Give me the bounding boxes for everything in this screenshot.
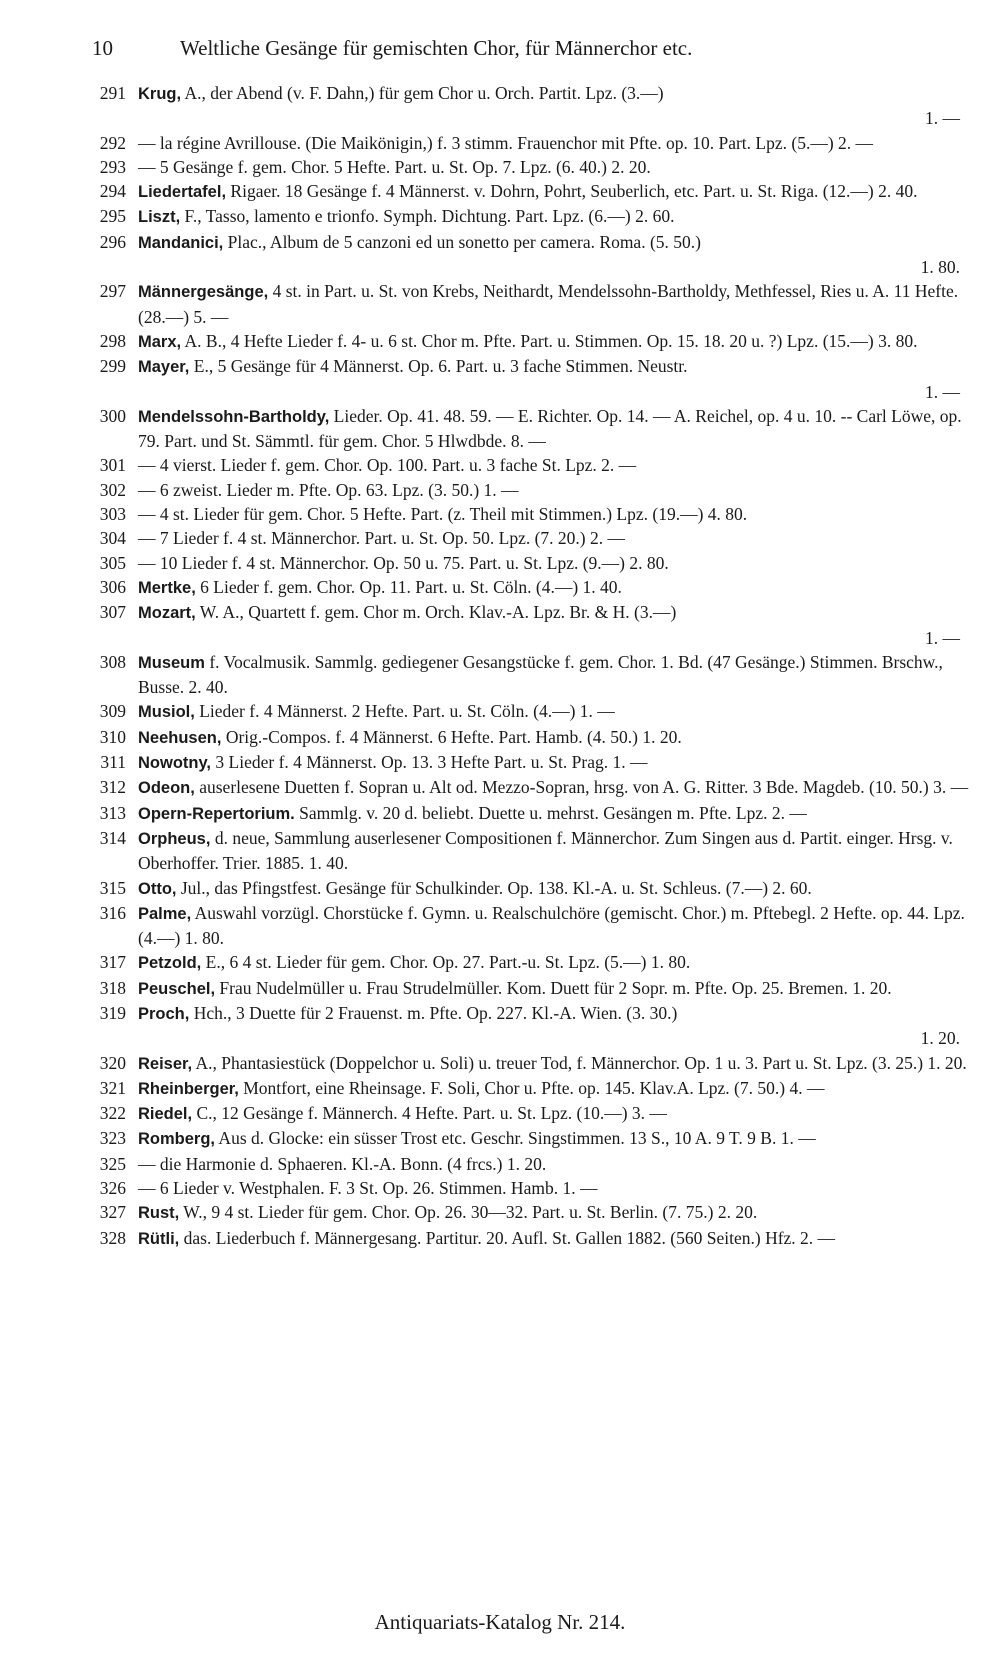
entry-author: Reiser, [138,1054,193,1073]
entry-number: 308 [99,651,126,672]
catalog-entry [80,1001,970,1051]
entry-description: C., 12 Gesänge f. Männerch. 4 Hefte. Part. u. St. Lpz. (10.—) 3. — [192,1103,667,1124]
entry-description: Jul., das Pfingstfest. Gesänge für Schulkinder. Op. 138. Kl.-A. u. St. Schleus. (7.—) 2. 60. [176,877,812,898]
entry-description: 4 st. in Part. u. St. von Krebs, Neithardt, Mendelssohn-Bartholdy, Methfessel, Ries u. A. 11 Hefte. (28.—) 5. — [138,281,959,327]
catalog-entry [80,279,970,329]
entry-number: 309 [99,701,126,722]
entry-author: Palme, [138,904,192,923]
entry-description: Frau Nudelmüller u. Frau Strudelmüller. Kom. Duett für 2 Sopr. m. Pfte. Op. 25. Bremen. 1. 20. [215,977,892,998]
entry-body [138,204,970,229]
entry-description: A., der Abend (v. F. Dahn,) für gem Chor u. Orch. Partit. Lpz. (3.—) [181,83,664,103]
entry-price: 1. — [925,627,960,648]
entry-body [138,404,970,454]
catalog-entry [80,453,970,477]
entry-author: Rütli, [138,1229,180,1248]
entry-body [138,354,970,379]
entry-description: Hch., 3 Duette für 2 Frauenst. m. Pfte. Op. 227. Kl.-A. Wien. (3. 30.) [189,1002,678,1023]
catalog-entry [80,1076,970,1101]
entry-body [138,600,970,625]
entry-body [138,502,970,526]
entry-description: — die Harmonie d. Sphaeren. Kl.-A. Bonn. (4 frcs.) 1. 20. [138,1153,547,1174]
entry-description: — 6 Lieder v. Westphalen. F. 3 St. Op. 26. Stimmen. Hamb. 1. — [138,1178,598,1199]
entry-description: — la régine Avrillouse. (Die Maikönigin,) f. 3 stimm. Frauenchor mit Pfte. op. 10. Part. Lpz. (5.—) 2. — [138,132,874,153]
entry-price: 1. 80. [920,257,960,278]
catalog-entry-list [80,81,970,1251]
catalog-entry [80,876,970,901]
entry-body [138,551,970,575]
entry-author: Mandanici, [138,233,224,252]
catalog-entry [80,478,970,502]
entry-number: 297 [99,281,126,302]
entry-author: Marx, [138,332,182,351]
entry-body [138,725,970,750]
entry-description: das. Liederbuch f. Männergesang. Partitur. 20. Aufl. St. Gallen 1882. (560 Seiten.) Hfz. 2. — [179,1227,836,1248]
entry-body [138,1126,970,1151]
entry-author: Krug, [138,85,182,103]
entry-body [138,279,970,329]
entry-body [138,950,970,975]
entry-body [138,901,970,951]
entry-body [138,478,970,502]
entry-number: 306 [99,576,126,597]
entry-number: 323 [99,1128,126,1149]
entry-number: 307 [99,602,126,623]
entry-description: auserlesene Duetten f. Sopran u. Alt od. Mezzo-Sopran, hrsg. von A. G. Ritter. 3 Bde. Magdeb. (10. 50.) 3. — [194,777,969,798]
entry-body [138,1200,970,1225]
page-number: 10 [92,36,113,60]
catalog-entry [80,600,970,650]
entry-description: A., Phantasiestück (Doppelchor u. Soli) u. treuer Tod, f. Männerchor. Op. 1 u. 3. Part u. St. Lpz. (3. 25.) 1. 20. [192,1052,967,1073]
entry-author: Proch, [138,1004,190,1023]
entry-description: Plac., Album de 5 canzoni ed un sonetto per camera. Roma. (5. 50.) [223,231,701,252]
catalog-entry [80,976,970,1001]
entry-number: 304 [99,528,126,549]
entry-price: 1. — [925,108,960,129]
catalog-entry [80,329,970,354]
entry-author: Rheinberger, [138,1079,239,1098]
entry-number: 311 [100,752,126,773]
page-header [92,30,960,66]
catalog-entry [80,230,970,280]
entry-number: 313 [99,802,126,823]
entry-body [138,801,970,826]
catalog-entry [80,950,970,975]
catalog-entry [80,404,970,454]
catalog-entry [80,699,970,724]
catalog-entry [80,1200,970,1225]
catalog-entry [80,179,970,204]
entry-author: Liedertafel, [138,183,227,202]
entry-description: Orig.-Compos. f. 4 Männerst. 6 Hefte. Part. Hamb. (4. 50.) 1. 20. [221,726,682,747]
entry-description: — 10 Lieder f. 4 st. Männerchor. Op. 50 u. 75. Part. u. St. Lpz. (9.—) 2. 80. [138,552,669,573]
entry-number: 326 [99,1178,126,1199]
entry-body [138,1176,970,1200]
page-footer: Antiquariats-Katalog Nr. 214. [374,1610,626,1634]
catalog-entry [80,826,970,876]
entry-body [138,1101,970,1126]
entry-body [138,826,970,876]
entry-number: 319 [99,1002,126,1023]
entry-author: Männergesänge, [138,283,269,302]
entry-author: Neehusen, [138,728,222,747]
entry-number: 299 [99,356,126,377]
catalog-entry [80,725,970,750]
entry-description: 3 Lieder f. 4 Männerst. Op. 13. 3 Hefte Part. u. St. Prag. 1. — [211,752,648,773]
entry-description: Aus d. Glocke: ein süsser Trost etc. Geschr. Singstimmen. 13 S., 10 A. 9 T. 9 B. 1. — [215,1128,816,1149]
entry-number: 328 [99,1227,126,1248]
entry-number: 302 [99,479,126,500]
catalog-entry [80,575,970,600]
entry-body [138,699,970,724]
entry-author: Petzold, [138,954,202,973]
entry-description: E., 6 4 st. Lieder für gem. Chor. Op. 27. Part.-u. St. Lpz. (5.—) 1. 80. [201,952,691,973]
entry-author: Museum [138,653,205,672]
entry-author: Orpheus, [138,829,211,848]
entry-number: 296 [99,231,126,252]
entry-description: A. B., 4 Hefte Lieder f. 4- u. 6 st. Chor m. Pfte. Part. u. Stimmen. Op. 15. 18. 20 u. ?) Lpz. (15.—) 3. 80. [181,330,918,351]
entry-description: Lieder f. 4 Männerst. 2 Hefte. Part. u. St. Cöln. (4.—) 1. — [194,701,615,722]
entry-author: Rust, [138,1204,180,1223]
entry-author: Romberg, [138,1130,216,1149]
entry-description: — 5 Gesänge f. gem. Chor. 5 Hefte. Part. u. St. Op. 7. Lpz. (6. 40.) 2. 20. [138,156,651,177]
entry-description: Sammlg. v. 20 d. beliebt. Duette u. mehrst. Gesängen m. Pfte. Lpz. 2. — [294,802,807,823]
entry-author: Mozart, [138,604,196,623]
entry-description: E., 5 Gesänge für 4 Männerst. Op. 6. Part. u. 3 fache Stimmen. Neustr. [189,356,688,377]
entry-number: 303 [99,504,126,525]
catalog-entry [80,1176,970,1200]
entry-number: 301 [99,455,126,476]
catalog-entry [80,750,970,775]
catalog-entry [80,526,970,550]
entry-number: 315 [99,877,126,898]
entry-body [138,1226,970,1251]
entry-description: — 7 Lieder f. 4 st. Männerchor. Part. u. St. Op. 50. Lpz. (7. 20.) 2. — [138,528,626,549]
entry-body [138,650,970,700]
entry-price: 1. 20. [920,1028,960,1049]
entry-number: 318 [99,977,126,998]
entry-description: F., Tasso, lamento e trionfo. Symph. Dichtung. Part. Lpz. (6.—) 2. 60. [180,206,675,227]
entry-description: d. neue, Sammlung auserlesener Compositionen f. Männerchor. Zum Singen aus d. Partit. einger. Hrsg. v. Oberhoffer. Trier. 1885. 1. 40. [138,827,953,874]
entry-number: 291 [99,83,126,103]
catalog-entry [80,204,970,229]
entry-author: Riedel, [138,1105,193,1124]
entry-number: 300 [99,405,126,426]
entry-number: 292 [99,132,126,153]
catalog-entry [80,81,970,131]
entry-number: 317 [99,952,126,973]
catalog-entry [80,801,970,826]
entry-author: Liszt, [138,208,181,227]
entry-price: 1. — [925,381,960,402]
entry-author: Mendelssohn-Bartholdy, [138,407,330,426]
entry-number: 320 [99,1052,126,1073]
entry-body [138,1051,970,1076]
entry-number: 295 [99,206,126,227]
entry-body [138,526,970,550]
entry-author: Mayer, [138,358,190,377]
entry-description: — 4 vierst. Lieder f. gem. Chor. Op. 100. Part. u. 3 fache St. Lpz. 2. — [138,455,637,476]
catalog-entry [80,1152,970,1176]
entry-number: 298 [99,330,126,351]
entry-number: 293 [99,156,126,177]
catalog-entry [80,155,970,179]
entry-description: W. A., Quartett f. gem. Chor m. Orch. Klav.-A. Lpz. Br. & H. (3.—) [195,602,677,623]
catalog-entry [80,1101,970,1126]
entry-author: Mertke, [138,578,196,597]
entry-body [138,329,970,354]
entry-body [138,1001,970,1026]
entry-number: 312 [99,777,126,798]
entry-body [138,1076,970,1101]
catalog-entry [80,551,970,575]
entry-number: 322 [99,1103,126,1124]
entry-description: Auswahl vorzügl. Chorstücke f. Gymn. u. Realschulchöre (gemischt. Chor.) m. Pftebegl. 2 Hefte. op. 44. Lpz. (4.—) 1. 80. [138,902,965,949]
entry-body [138,575,970,600]
catalog-entry [80,650,970,700]
catalog-entry [80,354,970,404]
entry-number: 327 [99,1202,126,1223]
entry-body [138,155,970,179]
entry-author: Odeon, [138,779,195,798]
entry-body [138,453,970,477]
entry-body [138,1152,970,1176]
entry-body [138,179,970,204]
entry-description: Montfort, eine Rheinsage. F. Soli, Chor u. Pfte. op. 145. Klav.A. Lpz. (7. 50.) 4. — [238,1077,825,1098]
entry-author: Nowotny, [138,754,212,773]
entry-number: 321 [99,1077,126,1098]
catalog-entry [80,502,970,526]
entry-author: Musiol, [138,703,195,722]
entry-author: Opern-Repertorium. [138,804,295,823]
entry-body [138,976,970,1001]
entry-number: 305 [99,552,126,573]
entry-number: 294 [99,181,126,202]
entry-number: 325 [99,1153,126,1174]
entry-description: — 6 zweist. Lieder m. Pfte. Op. 63. Lpz. (3. 50.) 1. — [138,479,519,500]
page-title: Weltliche Gesänge für gemischten Chor, für Männerchor etc. [180,36,693,60]
entry-author: Otto, [138,879,177,898]
entry-description: 6 Lieder f. gem. Chor. Op. 11. Part. u. St. Cöln. (4.—) 1. 40. [195,576,622,597]
entry-number: 310 [99,726,126,747]
catalog-entry [80,131,970,155]
entry-author: Peuschel, [138,979,216,998]
entry-description: f. Vocalmusik. Sammlg. gediegener Gesangstücke f. gem. Chor. 1. Bd. (47 Gesänge.) Stimmen. Brschw., Busse. 2. 40. [138,651,943,698]
entry-body [138,876,970,901]
entry-number: 314 [99,827,126,848]
entry-description: — 4 st. Lieder für gem. Chor. 5 Hefte. Part. (z. Theil mit Stimmen.) Lpz. (19.—) 4. 80. [138,504,748,525]
entry-number: 316 [99,902,126,923]
entry-body [138,81,970,106]
entry-description: W., 9 4 st. Lieder für gem. Chor. Op. 26. 30—32. Part. u. St. Berlin. (7. 75.) 2. 20. [179,1202,758,1223]
entry-body [138,750,970,775]
catalog-entry [80,1126,970,1151]
catalog-entry [80,901,970,951]
entry-description: Lieder. Op. 41. 48. 59. — E. Richter. Op. 14. — A. Reichel, op. 4 u. 10. -- Carl Löwe, op. 79. Part. und St. Sämmtl. für gem. Chor. 5 Hlwdbde. 8. — [138,405,962,452]
catalog-entry [80,1226,970,1251]
catalog-entry [80,1051,970,1076]
entry-description: Rigaer. 18 Gesänge f. 4 Männerst. v. Dohrn, Pohrt, Seuberlich, etc. Part. u. St. Riga. (12.—) 2. 40. [226,181,918,202]
entry-body [138,230,970,255]
entry-body [138,775,970,800]
entry-body [138,131,970,155]
catalog-entry [80,775,970,800]
